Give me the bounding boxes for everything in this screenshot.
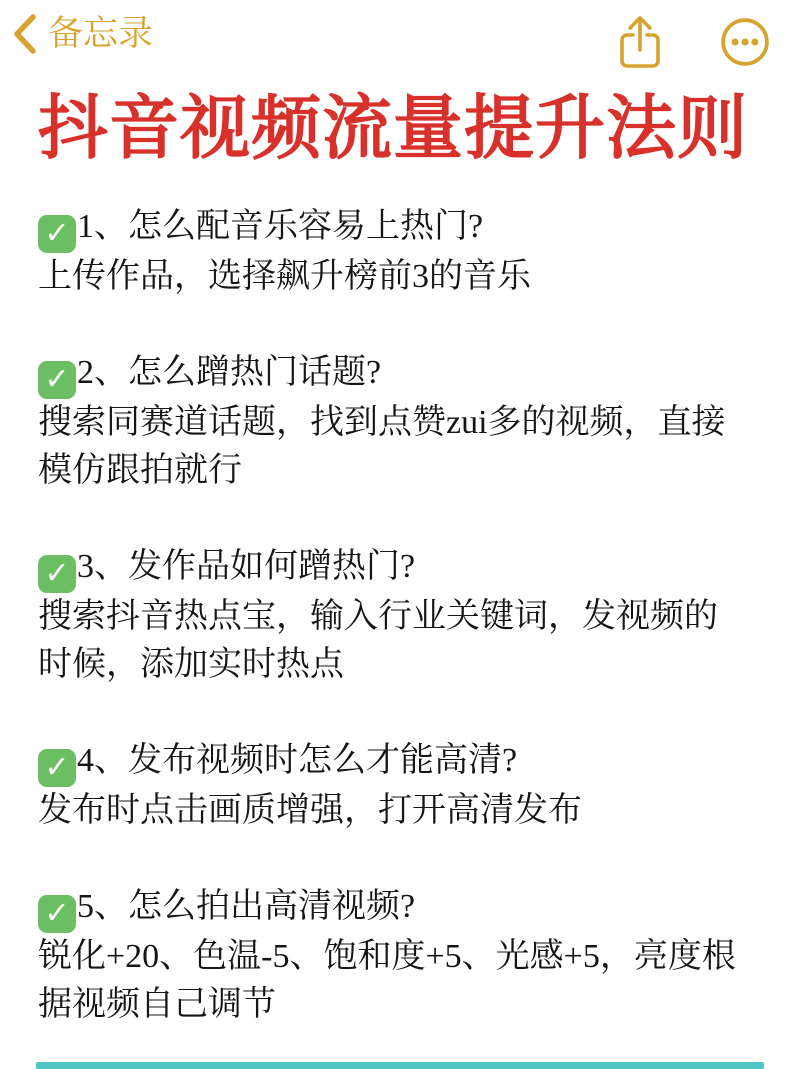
chevron-left-icon: [12, 12, 38, 56]
tip-question-text: 2、怎么蹭热门话题?: [77, 354, 382, 391]
tip-answer-text: 锐化+20、色温-5、饱和度+5、光感+5，亮度根据视频自己调节: [38, 938, 736, 1023]
tip-question-line: [38, 883, 742, 933]
nav-bar: [0, 0, 800, 64]
back-button-label: 备忘录: [48, 14, 154, 53]
check-emoji-icon: ✓: [38, 215, 76, 253]
share-icon[interactable]: [616, 14, 664, 70]
tip-section: [38, 737, 742, 835]
tip-question-text: 3、发作品如何蹭热门?: [77, 548, 416, 585]
tip-answer-text: 上传作品，选择飙升榜前3的音乐: [38, 258, 531, 295]
back-button[interactable]: [12, 12, 153, 56]
note-content: [0, 88, 800, 1029]
tip-question-line: [38, 543, 742, 593]
tip-question-line: [38, 349, 742, 399]
check-emoji-icon: ✓: [38, 361, 76, 399]
bottom-teal-bar: [36, 1062, 764, 1069]
tip-section: [38, 883, 742, 1029]
check-emoji-icon: ✓: [38, 555, 76, 593]
tip-question-line: [38, 737, 742, 787]
note-title: 抖音视频流量提升法则: [38, 89, 748, 167]
tip-section: [38, 543, 742, 689]
tip-answer-text: 搜索抖音热点宝，输入行业关键词，发视频的时候，添加实时热点: [38, 598, 718, 683]
more-options-icon[interactable]: [720, 17, 770, 67]
tip-answer-text: 发布时点击画质增强，打开高清发布: [38, 792, 582, 829]
check-emoji-icon: ✓: [38, 895, 76, 933]
tip-question-text: 4、发布视频时怎么才能高清?: [77, 742, 518, 779]
tip-section: [38, 349, 742, 495]
tips-list: [38, 203, 742, 1029]
tip-section: [38, 203, 742, 301]
tip-question-line: [38, 203, 742, 253]
nav-actions: [616, 14, 770, 70]
tip-question-text: 1、怎么配音乐容易上热门?: [77, 208, 484, 245]
tip-answer-text: 搜索同赛道话题，找到点赞zui多的视频，直接模仿跟拍就行: [38, 404, 726, 489]
tip-question-text: 5、怎么拍出高清视频?: [77, 888, 416, 925]
check-emoji-icon: ✓: [38, 749, 76, 787]
